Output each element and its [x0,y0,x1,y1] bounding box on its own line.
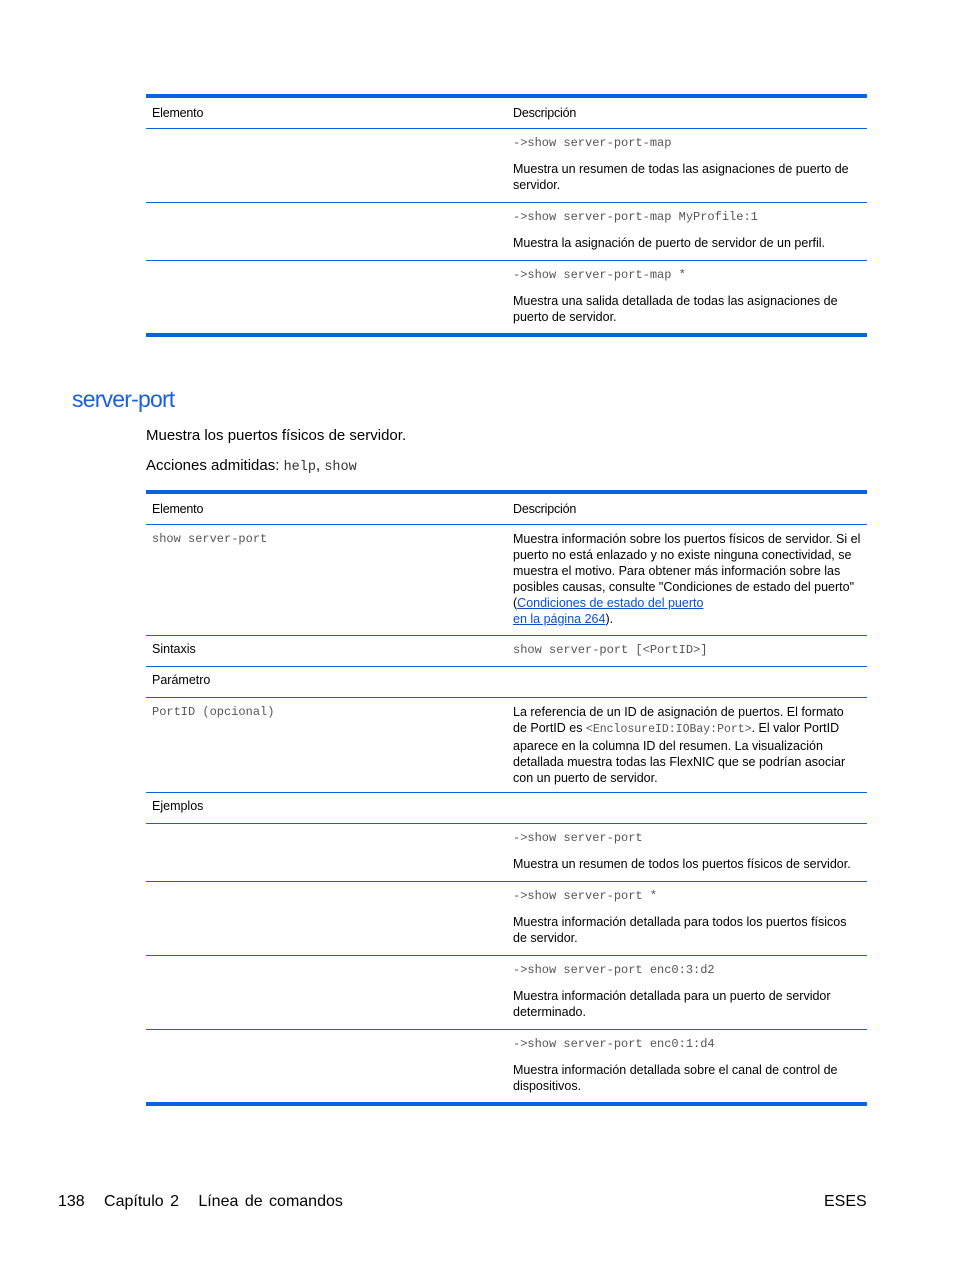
example-command: ->show server-port enc0:1:d4 [513,1037,715,1051]
parameter-label: Parámetro [152,673,211,687]
parameter-name: PortID (opcional) [152,705,275,719]
command-description: Muestra información sobre los puertos físicos de servidor. Si el puerto no está enlazado y no existe ninguna conectividad, se muestra el motivo. Para obtener más información sobre las posibles causas, consulte "Condiciones de estado del puerto" (Condiciones de estado del puerto en la página 264). [513,532,861,626]
chapter-label: Capítulo 2 [104,1193,179,1210]
table-header [146,98,867,128]
example-description: Muestra una salida detallada de todas las asignaciones de puerto de servidor. [513,294,838,324]
action-help: help [283,460,316,475]
examples-label: Ejemplos [152,799,204,813]
example-command: ->show server-port * [513,889,658,903]
header-descripcion: Descripción [513,106,577,120]
section-intro: Muestra los puertos físicos de servidor. [146,427,407,444]
table-row [146,202,867,260]
parameter-description: La referencia de un ID de asignación de puertos. El formato de PortID es <EnclosureID:IOBay:Port>. El valor PortID aparece en la columna ID del resumen. La visualización detallada muestra todas las FlexNIC que se podrían asociar con un puerto de servidor. [513,705,846,785]
example-description: Muestra un resumen de todas las asignaciones de puerto de servidor. [513,162,849,192]
table-row [146,1029,867,1102]
supported-actions: Acciones admitidas: help, show [146,457,357,475]
table-header [146,494,867,524]
table-row [146,697,867,792]
table-row [146,666,867,697]
example-command: ->show server-port-map * [513,268,686,282]
table-row [146,881,867,955]
page-locale: ESES [824,1193,867,1210]
table-row [146,524,867,635]
table-row [146,635,867,666]
header-descripcion: Descripción [513,502,577,516]
table-server-port-map-examples [146,94,867,337]
link-port-status[interactable]: Condiciones de estado del puerto [517,596,704,610]
example-description: Muestra información detallada para todos los puertos físicos de servidor. [513,915,847,945]
table-row [146,128,867,202]
action-show: show [324,460,357,475]
example-command: ->show server-port-map [513,136,672,150]
page-footer-left [58,1193,343,1211]
header-elemento: Elemento [152,502,204,516]
header-elemento: Elemento [152,106,204,120]
table-row [146,955,867,1029]
actions-label: Acciones admitidas [146,457,276,474]
table-server-port [146,490,867,1106]
table-row [146,823,867,881]
page-number: 138 [58,1193,85,1210]
example-description: Muestra información detallada sobre el canal de control de dispositivos. [513,1063,838,1093]
table-row [146,792,867,823]
example-command: ->show server-port enc0:3:d2 [513,963,715,977]
section-title: server-port [72,386,175,412]
syntax-label: Sintaxis [152,642,196,656]
example-command: ->show server-port-map MyProfile:1 [513,210,758,224]
link-page-ref[interactable]: en la página 264 [513,612,606,626]
command-name: show server-port [152,532,268,546]
syntax-code: show server-port [<PortID>] [513,643,708,657]
example-description: Muestra un resumen de todos los puertos físicos de servidor. [513,857,851,871]
example-description: Muestra información detallada para un puerto de servidor determinado. [513,989,831,1019]
chapter-title: Línea de comandos [198,1193,343,1210]
example-description: Muestra la asignación de puerto de servidor de un perfil. [513,236,825,250]
table-row [146,260,867,333]
example-command: ->show server-port [513,831,643,845]
